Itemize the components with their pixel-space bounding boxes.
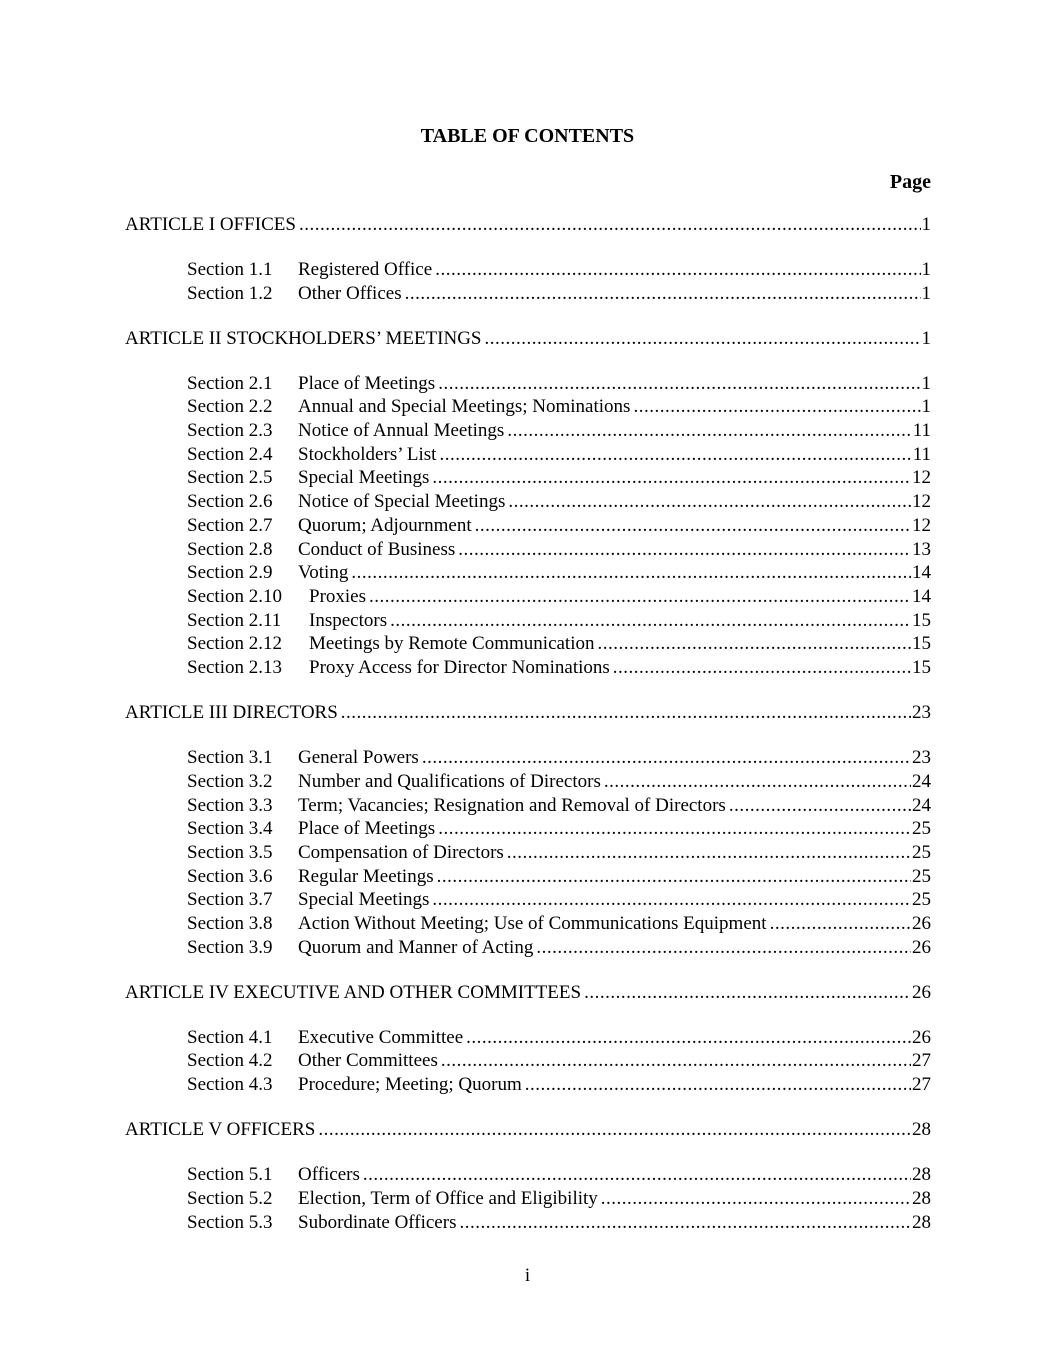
entry-label: ARTICLE I OFFICES (125, 214, 296, 235)
dot-leader (432, 466, 911, 490)
toc-section-entry[interactable] (187, 936, 931, 960)
toc-section-entry[interactable] (187, 282, 931, 306)
entry-label: Officers (298, 1164, 360, 1185)
entry-page-number: 12 (912, 491, 931, 512)
entry-page-number: 28 (912, 1212, 931, 1233)
entry-label: Special Meetings (298, 889, 430, 910)
entry-page-number: 28 (912, 1119, 931, 1140)
entry-page-number: 23 (912, 702, 931, 723)
entry-page-number: 1 (921, 214, 931, 235)
entry-label: Notice of Annual Meetings (298, 420, 505, 441)
section-number: Section 3.2 (187, 771, 273, 792)
section-number: Section 4.1 (187, 1027, 273, 1048)
entry-page-number: 14 (912, 586, 931, 607)
dot-leader (729, 794, 911, 818)
entry-label: Stockholders’ List (298, 444, 437, 465)
entry-page-number: 12 (912, 515, 931, 536)
section-number: Section 2.13 (187, 657, 282, 678)
entry-page-number: 23 (912, 747, 931, 768)
toc-section-entry[interactable] (187, 561, 931, 585)
entry-label: Proxies (309, 586, 366, 607)
dot-leader (770, 912, 911, 936)
entry-label: Meetings by Remote Communication (309, 633, 595, 654)
section-number: Section 5.2 (187, 1188, 273, 1209)
dot-leader (536, 936, 911, 960)
entry-page-number: 1 (921, 259, 931, 280)
entry-label: Voting (298, 562, 349, 583)
entry-label: General Powers (298, 747, 419, 768)
section-number: Section 1.2 (187, 283, 273, 304)
dot-leader (584, 981, 911, 1005)
dot-leader (441, 1049, 911, 1073)
entry-page-number: 27 (912, 1074, 931, 1095)
section-number: Section 2.8 (187, 539, 273, 560)
entry-page-number: 28 (912, 1188, 931, 1209)
entry-page-number: 28 (912, 1164, 931, 1185)
section-number: Section 2.6 (187, 491, 273, 512)
dot-leader (485, 327, 921, 351)
section-number: Section 3.7 (187, 889, 273, 910)
toc-section-entry[interactable] (187, 865, 931, 889)
entry-page-number: 26 (912, 937, 931, 958)
dot-leader (613, 656, 911, 680)
dot-leader (390, 609, 911, 633)
page-title: TABLE OF CONTENTS (420, 125, 635, 147)
dot-leader (405, 282, 921, 306)
section-number: Section 2.4 (187, 444, 273, 465)
dot-leader (438, 817, 911, 841)
dot-leader (466, 1026, 911, 1050)
entry-label: Term; Vacancies; Resignation and Removal of Directors (298, 795, 726, 816)
section-number: Section 3.4 (187, 818, 273, 839)
dot-leader (435, 258, 920, 282)
section-number: Section 3.3 (187, 795, 273, 816)
toc-article-entry[interactable] (125, 327, 931, 351)
entry-label: Registered Office (298, 259, 433, 280)
entry-page-number: 11 (912, 420, 931, 441)
toc-section-entry[interactable] (187, 395, 931, 419)
section-number: Section 2.2 (187, 396, 273, 417)
entry-label: Number and Qualifications of Directors (298, 771, 601, 792)
section-number: Section 3.8 (187, 913, 273, 934)
entry-page-number: 1 (921, 328, 931, 349)
entry-label: Procedure; Meeting; Quorum (298, 1074, 522, 1095)
dot-leader (459, 1211, 911, 1235)
section-number: Section 4.2 (187, 1050, 273, 1071)
dot-leader (507, 841, 911, 865)
section-number: Section 2.11 (187, 610, 282, 631)
entry-page-number: 15 (912, 657, 931, 678)
section-number: Section 5.3 (187, 1212, 273, 1233)
entry-label: Election, Term of Office and Eligibility (298, 1188, 598, 1209)
toc-section-entry[interactable] (187, 1211, 931, 1235)
dot-leader (422, 746, 911, 770)
toc-section-entry[interactable] (187, 585, 931, 609)
dot-leader (508, 490, 911, 514)
toc-article-entry[interactable] (125, 981, 931, 1005)
toc-section-entry[interactable] (187, 538, 931, 562)
dot-leader (439, 443, 911, 467)
entry-label: Quorum; Adjournment (298, 515, 472, 536)
entry-label: Place of Meetings (298, 818, 436, 839)
entry-page-number: 1 (921, 373, 931, 394)
section-number: Section 1.1 (187, 259, 273, 280)
entry-label: Compensation of Directors (298, 842, 504, 863)
section-number: Section 2.9 (187, 562, 273, 583)
dot-leader (438, 372, 920, 396)
section-number: Section 2.1 (187, 373, 273, 394)
toc-section-entry[interactable] (187, 841, 931, 865)
toc-section-entry[interactable] (187, 656, 931, 680)
toc-section-entry[interactable] (187, 770, 931, 794)
toc-article-entry[interactable] (125, 213, 931, 237)
entry-label: Inspectors (309, 610, 388, 631)
entry-label: Subordinate Officers (298, 1212, 457, 1233)
entry-label: Notice of Special Meetings (298, 491, 506, 512)
toc-section-entry[interactable] (187, 419, 931, 443)
entry-page-number: 1 (921, 396, 931, 417)
page-number: i (524, 1265, 531, 1286)
entry-page-number: 25 (912, 889, 931, 910)
section-number: Section 2.10 (187, 586, 282, 607)
toc-section-entry[interactable] (187, 258, 931, 282)
entry-label: Conduct of Business (298, 539, 456, 560)
entry-label: ARTICLE II STOCKHOLDERS’ MEETINGS (125, 328, 482, 349)
section-number: Section 2.3 (187, 420, 273, 441)
toc-section-entry[interactable] (187, 514, 931, 538)
entry-page-number: 26 (912, 982, 931, 1003)
dot-leader (318, 1118, 911, 1142)
dot-leader (507, 419, 911, 443)
entry-page-number: 11 (912, 444, 931, 465)
entry-page-number: 26 (912, 1027, 931, 1048)
toc-section-entry[interactable] (187, 794, 931, 818)
page-column-header: Page (889, 171, 931, 193)
toc-section-entry[interactable] (187, 609, 931, 633)
entry-page-number: 13 (912, 539, 931, 560)
toc-section-entry[interactable] (187, 490, 931, 514)
entry-page-number: 27 (912, 1050, 931, 1071)
dot-leader (601, 1187, 911, 1211)
entry-page-number: 15 (912, 633, 931, 654)
dot-leader (437, 865, 911, 889)
entry-page-number: 26 (912, 913, 931, 934)
section-number: Section 5.1 (187, 1164, 273, 1185)
dot-leader (369, 585, 911, 609)
dot-leader (351, 561, 911, 585)
entry-page-number: 14 (912, 562, 931, 583)
entry-label: Place of Meetings (298, 373, 436, 394)
section-number: Section 3.1 (187, 747, 273, 768)
entry-page-number: 25 (912, 842, 931, 863)
dot-leader (363, 1163, 911, 1187)
entry-label: Action Without Meeting; Use of Communications Equipment (298, 913, 767, 934)
toc-section-entry[interactable] (187, 912, 931, 936)
entry-label: Other Committees (298, 1050, 438, 1071)
entry-label: Annual and Special Meetings; Nominations (298, 396, 631, 417)
toc-section-entry[interactable] (187, 443, 931, 467)
toc-section-entry[interactable] (187, 817, 931, 841)
toc-article-entry[interactable] (125, 1118, 931, 1142)
entry-label: Quorum and Manner of Acting (298, 937, 534, 958)
section-number: Section 3.6 (187, 866, 273, 887)
section-number: Section 2.5 (187, 467, 273, 488)
entry-label: Executive Committee (298, 1027, 464, 1048)
dot-leader (633, 395, 920, 419)
section-number: Section 3.9 (187, 937, 273, 958)
entry-page-number: 24 (912, 771, 931, 792)
entry-page-number: 25 (912, 818, 931, 839)
section-number: Section 2.7 (187, 515, 273, 536)
entry-label: Other Offices (298, 283, 402, 304)
entry-page-number: 24 (912, 795, 931, 816)
dot-leader (341, 701, 911, 725)
entry-page-number: 25 (912, 866, 931, 887)
dot-leader (458, 538, 911, 562)
entry-label: ARTICLE IV EXECUTIVE AND OTHER COMMITTEES (125, 982, 582, 1003)
entry-label: ARTICLE V OFFICERS (125, 1119, 316, 1140)
section-number: Section 4.3 (187, 1074, 273, 1095)
entry-page-number: 15 (912, 610, 931, 631)
dot-leader (432, 888, 911, 912)
toc-section-entry[interactable] (187, 1163, 931, 1187)
toc-section-entry[interactable] (187, 746, 931, 770)
toc-section-entry[interactable] (187, 466, 931, 490)
entry-label: Proxy Access for Director Nominations (309, 657, 610, 678)
entry-label: Regular Meetings (298, 866, 434, 887)
section-number: Section 2.12 (187, 633, 282, 654)
dot-leader (525, 1073, 911, 1097)
toc-section-entry[interactable] (187, 888, 931, 912)
toc-article-entry[interactable] (125, 701, 931, 725)
toc-section-entry[interactable] (187, 1073, 931, 1097)
entry-page-number: 1 (921, 283, 931, 304)
dot-leader (475, 514, 911, 538)
entry-page-number: 12 (912, 467, 931, 488)
section-number: Section 3.5 (187, 842, 273, 863)
dot-leader (604, 770, 911, 794)
toc-section-entry[interactable] (187, 372, 931, 396)
toc-section-entry[interactable] (187, 632, 931, 656)
dot-leader (299, 213, 921, 237)
toc-section-entry[interactable] (187, 1026, 931, 1050)
entry-label: ARTICLE III DIRECTORS (125, 702, 338, 723)
toc-section-entry[interactable] (187, 1049, 931, 1073)
toc-section-entry[interactable] (187, 1187, 931, 1211)
dot-leader (598, 632, 912, 656)
entry-label: Special Meetings (298, 467, 430, 488)
